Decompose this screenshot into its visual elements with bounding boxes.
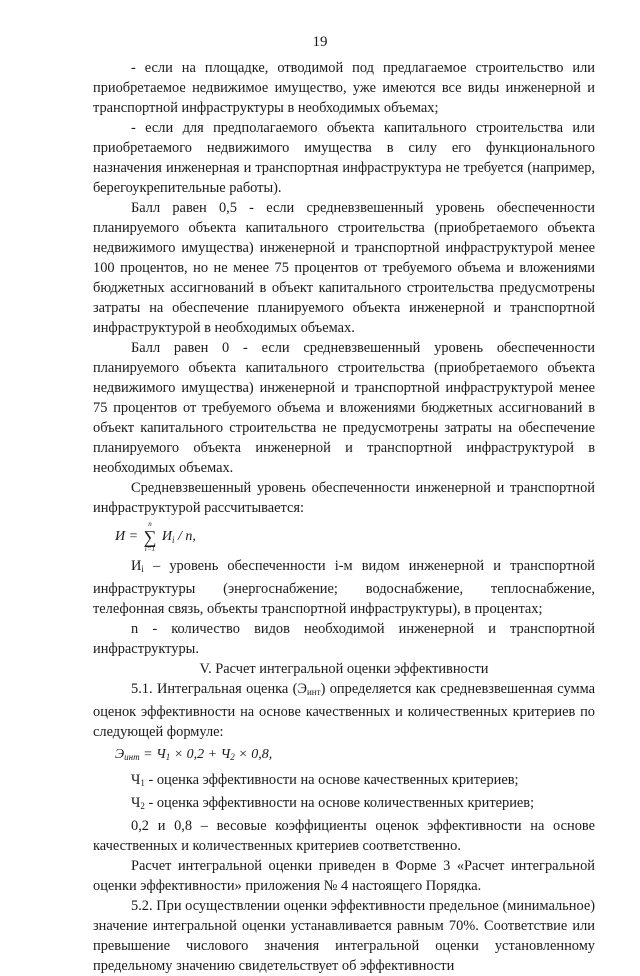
- f2-lhs: Э: [115, 747, 125, 762]
- p5-1-part-a: 5.1. Интегральная оценка (Э: [131, 681, 307, 697]
- formula-rhs-var: И: [161, 529, 173, 545]
- paragraph-score-0-5: Балл равен 0,5 - если средневзвешенный уровень обеспеченности планируемого объекта капитального строительства (приобретаемого объекта недвижимого имущества) инженерной и транспортной инфраструктурой менее 100 процентов, но не менее 75 процентов от требуемого объема и вложениями бюджетных ассигнований в объект капитального строительства предусмотрены затраты на обеспечение планируемого объекта инженерной и транспортной инфраструктурой в необходимых объемах.: [93, 200, 595, 336]
- p5-1-part-b: ) определяется как средневзвешенная сумма оценок эффективности на основе качественных и количественных критериев по следующей формуле:: [93, 681, 596, 740]
- formula-lhs: И =: [115, 529, 139, 545]
- paragraph-5-2: 5.2. При осуществлении оценки эффективности предельное (минимальное) значение интегральной оценки устанавливается равным 70%. Соответствие или превышение числового значения интегральной оценки установленному предельному значению свидетельствует об эффективности: [93, 898, 595, 974]
- definition-ch2-text: - оценка эффективности на основе количественных критериев;: [144, 795, 535, 811]
- summation-sign: [144, 520, 157, 554]
- paragraph-definition-ch1: [93, 770, 595, 793]
- sum-lower-limit: i=1: [144, 545, 156, 553]
- var-ch2-sub: 2: [140, 801, 145, 811]
- sum-upper-limit: n: [148, 520, 152, 528]
- var-ch1: Ч: [131, 772, 141, 788]
- paragraph-form-3: Расчет интегральной оценки приведен в Форме 3 «Расчет интегральной оценки эффективности» приложения № 4 настоящего Порядка.: [93, 858, 595, 894]
- section-heading: V. Расчет интегральной оценки эффективности: [199, 661, 489, 677]
- paragraph-definition-ch2: [93, 793, 595, 816]
- formula-weighted-level: [115, 520, 595, 554]
- formula-rhs-rest: / n,: [178, 529, 196, 545]
- f2-sub-2: 2: [230, 752, 235, 762]
- page-number: 19: [312, 34, 328, 50]
- var-ch2: Ч: [131, 795, 141, 811]
- f2-sub-1: 1: [165, 752, 171, 762]
- document-body: [93, 58, 595, 976]
- var-i: И: [131, 558, 142, 574]
- f2-eq: = Ч: [139, 747, 166, 762]
- paragraph-5-1: [93, 679, 595, 742]
- f2-lhs-sub: инт: [124, 752, 140, 762]
- paragraph-definition-n: n - количество видов необходимой инженерной и транспортной инфраструктуры.: [93, 621, 595, 657]
- formula-rhs-sub: i: [172, 535, 175, 546]
- paragraph-weights: 0,2 и 0,8 – весовые коэффициенты оценок эффективности на основе качественных и количественных критериев соответственно.: [93, 818, 595, 854]
- paragraph-weighted-level-intro: Средневзвешенный уровень обеспеченности инженерной и транспортной инфраструктурой рассчитывается:: [93, 480, 595, 516]
- p5-1-sub: инт: [306, 687, 321, 697]
- formula-integral: [115, 744, 595, 768]
- sigma-icon: ∑: [143, 527, 157, 547]
- definition-ch1-text: - оценка эффективности на основе качественных критериев;: [144, 772, 519, 788]
- var-i-sub: i: [141, 564, 144, 574]
- paragraph-definition-ii: [93, 556, 595, 619]
- paragraph-condition-not-required: - если для предполагаемого объекта капитального строительства или приобретаемого недвижимого имущества в силу его функционального назначения инженерная и транспортная инфраструктура не требуется (например, берегоукрепительные работы).: [93, 120, 595, 196]
- var-ch1-sub: 1: [140, 778, 145, 788]
- paragraph-condition-existing: - если на площадке, отводимой под предлагаемое строительство или приобретаемое недвижимое имущество, уже имеются все виды инженерной и транспортной инфраструктуры в необходимых объемах;: [93, 60, 595, 116]
- f2-end: × 0,8,: [234, 747, 273, 762]
- f2-mid: × 0,2 + Ч: [170, 747, 231, 762]
- paragraph-score-0: Балл равен 0 - если средневзвешенный уровень обеспеченности планируемого объекта капитального строительства (приобретаемого объекта недвижимого имущества) инженерной и транспортной инфраструктурой менее 75 процентов от требуемого объема и вложениями бюджетных ассигнований в объект капитального строительства не предусмотрены затраты на обеспечение планируемого объекта инженерной и транспортной инфраструктурой в необходимых объемах.: [93, 340, 595, 476]
- definition-ii-text: – уровень обеспеченности i-м видом инженерной и транспортной инфраструктуры (энергоснабжение; водоснабжение, теплоснабжение, телефонная связь, объекты транспортной инфраструктуры), в процентах;: [93, 558, 595, 617]
